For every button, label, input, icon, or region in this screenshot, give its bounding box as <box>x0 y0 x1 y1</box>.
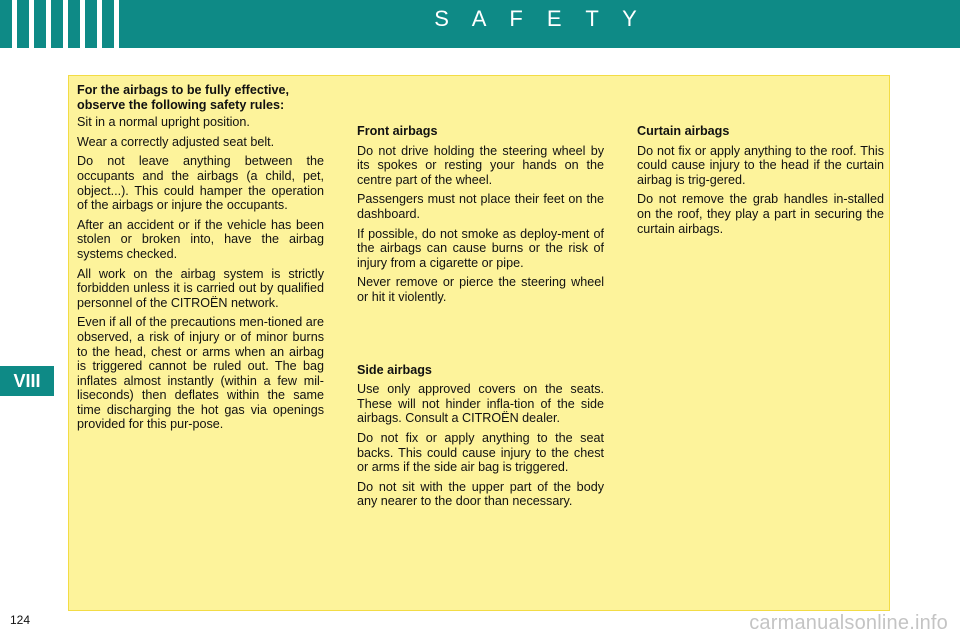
curtain-airbags-paragraph: Do not remove the grab handles in-stalled on the roof, they play a part in securing the curtain airbags. <box>637 192 884 236</box>
header-stripe <box>12 0 17 48</box>
front-airbags-section <box>357 124 604 305</box>
safety-rules-column <box>77 83 324 437</box>
side-airbags-heading: Side airbags <box>357 362 432 377</box>
front-airbags-paragraph: Never remove or pierce the steering wheel or hit it violently. <box>357 275 604 304</box>
rule-paragraph: Sit in a normal upright position. <box>77 115 250 130</box>
safety-rules-intro: For the airbags to be fully effective, observe the following safety rules: <box>77 83 290 112</box>
rule-paragraph: After an accident or if the vehicle has been stolen or broken into, have the airbag systems checked. <box>77 217 324 261</box>
header-stripe <box>97 0 102 48</box>
page-number: 124 <box>10 613 31 627</box>
header-stripe <box>114 0 119 48</box>
rule-paragraph: All work on the airbag system is strictly forbidden unless it is carried out by qualified personnel of the CITROËN network. <box>77 266 324 310</box>
watermark: carmanualsonline.info <box>749 612 948 634</box>
side-airbags-paragraph: Do not fix or apply anything to the seat backs. This could cause injury to the chest or arms if the side air bag is triggered. <box>357 430 604 475</box>
curtain-airbags-section <box>637 124 884 236</box>
header-stripe <box>46 0 51 48</box>
front-airbags-heading: Front airbags <box>357 124 438 138</box>
rule-paragraph: Do not leave anything between the occupants and the airbags (a child, pet, object...). This could hamper the operation of the airbags or injure the occupants. <box>77 154 324 213</box>
curtain-airbags-heading: Curtain airbags <box>637 124 730 138</box>
curtain-airbags-paragraph: Do not fix or apply anything to the roof. This could cause injury to the head if the curtain airbag is trig-gered. <box>637 143 884 187</box>
header-stripe <box>63 0 68 48</box>
side-airbags-paragraph: Do not sit with the upper part of the body any nearer to the door than necessary. <box>357 479 604 509</box>
rule-paragraph: Even if all of the precautions men-tioned are observed, a risk of injury or of minor burns to the head, chest or arms when an airbag is triggered cannot be ruled out. The bag inflates almost instantly (within a few mil-liseconds) then deflates within the same time discharging the hot gas via openings provided for this pur-pose. <box>77 315 324 432</box>
header-stripe <box>29 0 34 48</box>
header-stripe <box>80 0 85 48</box>
front-side-airbags-column <box>357 124 604 514</box>
page-title: S A F E T Y <box>434 6 646 31</box>
front-airbags-paragraph: Do not drive holding the steering wheel by its spokes or resting your hands on the centre part of the wheel. <box>357 143 604 187</box>
header-bar <box>0 0 960 48</box>
front-airbags-paragraph: Passengers must not place their feet on the dashboard. <box>357 192 604 221</box>
side-airbags-paragraph: Use only approved covers on the seats. These will not hinder infla-tion of the side airbags. Consult a CITROËN dealer. <box>357 382 604 426</box>
rule-paragraph: Wear a correctly adjusted seat belt. <box>77 134 275 149</box>
front-airbags-paragraph: If possible, do not smoke as deploy-ment of the airbags can cause burns or the risk of injury from a cigarette or pipe. <box>357 226 604 270</box>
safety-panel <box>68 75 890 611</box>
curtain-airbags-column <box>637 124 884 241</box>
chapter-tab: VIII <box>0 366 54 396</box>
side-airbags-section <box>357 363 604 509</box>
